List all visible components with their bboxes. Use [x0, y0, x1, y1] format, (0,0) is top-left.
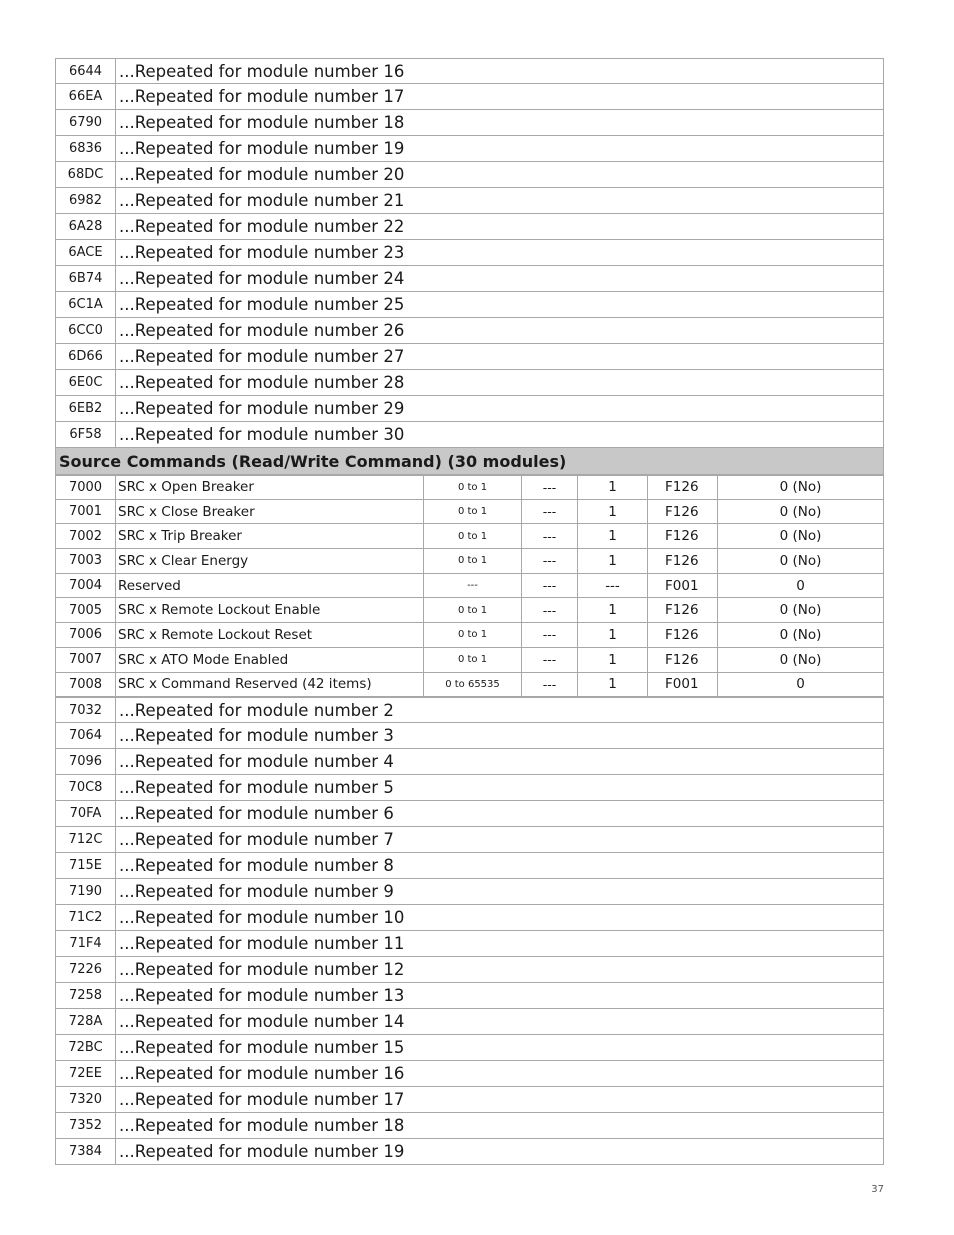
table-row [55, 292, 884, 318]
repeat-text-cell: ...Repeated for module number 30 [119, 425, 405, 444]
address-cell: 7096 [56, 749, 116, 774]
step-cell: 1 [578, 549, 648, 573]
repeat-text-cell: ...Repeated for module number 7 [119, 830, 394, 850]
repeat-text-cell: ...Repeated for module number 16 [119, 61, 405, 81]
repeat-text-cell: ...Repeated for module number 27 [119, 347, 405, 366]
repeat-text-cell: ...Repeated for module number 4 [119, 752, 394, 772]
repeat-text-cell: ...Repeated for module number 15 [119, 1038, 405, 1058]
address-cell: 7007 [56, 648, 116, 672]
repeat-text-cell: ...Repeated for module number 28 [119, 373, 405, 392]
repeat-text-cell: ...Repeated for module number 6 [119, 804, 394, 824]
address-cell: 7005 [56, 598, 116, 622]
default-cell: 0 (No) [779, 479, 822, 496]
step-cell: 1 [578, 673, 648, 697]
address-cell: 6790 [56, 110, 116, 135]
repeat-text-cell: ...Repeated for module number 14 [119, 1012, 405, 1032]
address-cell: 6F58 [56, 422, 116, 447]
repeat-text-cell: ...Repeated for module number 18 [119, 113, 405, 132]
address-cell: 6644 [56, 59, 116, 83]
range-cell: 0 to 1 [424, 476, 522, 499]
table-row [55, 801, 884, 827]
repeat-text-cell: ...Repeated for module number 13 [119, 986, 405, 1006]
table-row [55, 598, 884, 623]
address-cell: 6EB2 [56, 396, 116, 421]
repeat-text-cell: ...Repeated for module number 2 [119, 700, 394, 720]
table-row [55, 266, 884, 292]
repeat-text-cell: ...Repeated for module number 12 [119, 960, 405, 980]
address-cell: 6B74 [56, 266, 116, 291]
table-row [55, 673, 884, 698]
table-row [55, 240, 884, 266]
range-cell: 0 to 1 [424, 598, 522, 622]
default-cell: 0 [796, 676, 805, 693]
address-cell: 728A [56, 1009, 116, 1034]
table-row [55, 136, 884, 162]
table-row [55, 110, 884, 136]
units-cell: --- [522, 549, 578, 573]
table-row [55, 188, 884, 214]
repeat-text-cell: ...Repeated for module number 21 [119, 191, 405, 210]
address-cell: 7384 [56, 1139, 116, 1164]
page-number: 37 [871, 1184, 884, 1195]
address-cell: 6E0C [56, 370, 116, 395]
table-row [55, 1087, 884, 1113]
units-cell: --- [522, 598, 578, 622]
repeat-text-cell: ...Repeated for module number 22 [119, 217, 405, 236]
address-cell: 7226 [56, 957, 116, 982]
repeat-text-cell: ...Repeated for module number 10 [119, 908, 405, 928]
format-cell: F126 [648, 524, 718, 548]
modbus-memory-map-table [55, 58, 884, 1165]
default-cell: 0 [796, 577, 805, 594]
address-cell: 7003 [56, 549, 116, 573]
description-cell: SRC x Trip Breaker [116, 524, 424, 548]
section-header: Source Commands (Read/Write Command) (30 modules) [55, 448, 884, 475]
description-cell: SRC x Command Reserved (42 items) [116, 673, 424, 697]
description-cell: SRC x Close Breaker [116, 500, 424, 524]
address-cell: 72EE [56, 1061, 116, 1086]
address-cell: 7032 [56, 698, 116, 722]
address-cell: 7190 [56, 879, 116, 904]
table-row [55, 853, 884, 879]
address-cell: 6ACE [56, 240, 116, 265]
step-cell: 1 [578, 476, 648, 499]
format-cell: F126 [648, 549, 718, 573]
repeat-rows-group-b [55, 697, 884, 1165]
range-cell: 0 to 1 [424, 648, 522, 672]
repeat-text-cell: ...Repeated for module number 5 [119, 778, 394, 798]
address-cell: 6C1A [56, 292, 116, 317]
address-cell: 6D66 [56, 344, 116, 369]
description-cell: SRC x Remote Lockout Reset [116, 623, 424, 647]
units-cell: --- [522, 500, 578, 524]
source-commands-rows [55, 475, 884, 697]
format-cell: F001 [648, 673, 718, 697]
repeat-text-cell: ...Repeated for module number 11 [119, 934, 405, 954]
default-cell: 0 (No) [779, 651, 822, 668]
table-row [55, 574, 884, 599]
address-cell: 6CC0 [56, 318, 116, 343]
table-row [55, 749, 884, 775]
description-cell: SRC x Remote Lockout Enable [116, 598, 424, 622]
repeat-rows-group-a [55, 58, 884, 448]
repeat-text-cell: ...Repeated for module number 20 [119, 165, 405, 184]
table-row [55, 214, 884, 240]
repeat-text-cell: ...Repeated for module number 19 [119, 139, 405, 158]
repeat-text-cell: ...Repeated for module number 9 [119, 882, 394, 902]
repeat-text-cell: ...Repeated for module number 17 [119, 87, 405, 106]
address-cell: 72BC [56, 1035, 116, 1060]
table-row [55, 905, 884, 931]
table-row [55, 1113, 884, 1139]
step-cell: 1 [578, 623, 648, 647]
table-row [55, 648, 884, 673]
address-cell: 715E [56, 853, 116, 878]
address-cell: 6982 [56, 188, 116, 213]
address-cell: 7002 [56, 524, 116, 548]
repeat-text-cell: ...Repeated for module number 23 [119, 243, 405, 262]
range-cell: 0 to 1 [424, 500, 522, 524]
table-row [55, 1139, 884, 1165]
format-cell: F126 [648, 500, 718, 524]
step-cell: --- [578, 574, 648, 598]
default-cell: 0 (No) [779, 602, 822, 619]
units-cell: --- [522, 648, 578, 672]
table-row [55, 623, 884, 648]
units-cell: --- [522, 673, 578, 697]
table-row [55, 58, 884, 84]
range-cell: 0 to 1 [424, 524, 522, 548]
table-row [55, 1009, 884, 1035]
format-cell: F126 [648, 648, 718, 672]
table-row [55, 318, 884, 344]
step-cell: 1 [578, 648, 648, 672]
address-cell: 7258 [56, 983, 116, 1008]
description-cell: SRC x ATO Mode Enabled [116, 648, 424, 672]
table-row [55, 344, 884, 370]
range-cell: --- [424, 574, 522, 598]
repeat-text-cell: ...Repeated for module number 16 [119, 1064, 405, 1084]
step-cell: 1 [578, 500, 648, 524]
format-cell: F126 [648, 598, 718, 622]
address-cell: 7320 [56, 1087, 116, 1112]
table-row [55, 524, 884, 549]
format-cell: F126 [648, 623, 718, 647]
table-row [55, 827, 884, 853]
address-cell: 71F4 [56, 931, 116, 956]
table-row [55, 396, 884, 422]
default-cell: 0 (No) [779, 528, 822, 545]
table-row [55, 723, 884, 749]
address-cell: 6A28 [56, 214, 116, 239]
table-row [55, 549, 884, 574]
table-row [55, 1061, 884, 1087]
description-cell: Reserved [116, 574, 424, 598]
address-cell: 7064 [56, 723, 116, 748]
default-cell: 0 (No) [779, 552, 822, 569]
address-cell: 70C8 [56, 775, 116, 800]
address-cell: 7352 [56, 1113, 116, 1138]
repeat-text-cell: ...Repeated for module number 24 [119, 269, 405, 288]
table-row [55, 983, 884, 1009]
table-row [55, 475, 884, 500]
table-row [55, 775, 884, 801]
repeat-text-cell: ...Repeated for module number 18 [119, 1116, 405, 1136]
units-cell: --- [522, 524, 578, 548]
description-cell: SRC x Open Breaker [116, 476, 424, 499]
step-cell: 1 [578, 598, 648, 622]
address-cell: 71C2 [56, 905, 116, 930]
table-row [55, 957, 884, 983]
table-row [55, 84, 884, 110]
table-row [55, 931, 884, 957]
repeat-text-cell: ...Repeated for module number 3 [119, 726, 394, 746]
address-cell: 68DC [56, 162, 116, 187]
table-row [55, 1035, 884, 1061]
step-cell: 1 [578, 524, 648, 548]
units-cell: --- [522, 623, 578, 647]
repeat-text-cell: ...Repeated for module number 17 [119, 1090, 405, 1110]
table-row [55, 879, 884, 905]
repeat-text-cell: ...Repeated for module number 8 [119, 856, 394, 876]
range-cell: 0 to 1 [424, 623, 522, 647]
table-row [55, 370, 884, 396]
default-cell: 0 (No) [779, 626, 822, 643]
address-cell: 6836 [56, 136, 116, 161]
default-cell: 0 (No) [779, 503, 822, 520]
address-cell: 7004 [56, 574, 116, 598]
repeat-text-cell: ...Repeated for module number 19 [119, 1142, 405, 1162]
address-cell: 66EA [56, 84, 116, 109]
units-cell: --- [522, 574, 578, 598]
format-cell: F001 [648, 574, 718, 598]
table-row [55, 162, 884, 188]
units-cell: --- [522, 476, 578, 499]
address-cell: 712C [56, 827, 116, 852]
description-cell: SRC x Clear Energy [116, 549, 424, 573]
repeat-text-cell: ...Repeated for module number 26 [119, 321, 405, 340]
table-row [55, 422, 884, 448]
format-cell: F126 [648, 476, 718, 499]
repeat-text-cell: ...Repeated for module number 29 [119, 399, 405, 418]
address-cell: 7000 [56, 476, 116, 499]
address-cell: 70FA [56, 801, 116, 826]
range-cell: 0 to 65535 [424, 673, 522, 697]
repeat-text-cell: ...Repeated for module number 25 [119, 295, 405, 314]
table-row [55, 500, 884, 525]
address-cell: 7001 [56, 500, 116, 524]
address-cell: 7008 [56, 673, 116, 697]
address-cell: 7006 [56, 623, 116, 647]
range-cell: 0 to 1 [424, 549, 522, 573]
table-row [55, 697, 884, 723]
